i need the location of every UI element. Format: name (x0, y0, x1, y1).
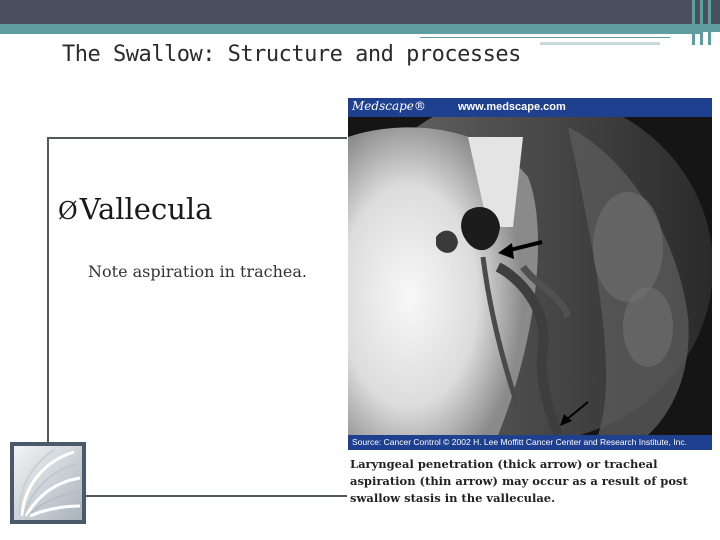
content-frame-left (47, 137, 49, 442)
note-text: Note aspiration in trachea. (88, 262, 307, 281)
content-frame-bottom (85, 495, 347, 497)
header-rule (540, 42, 660, 45)
decorative-tile (10, 442, 86, 524)
content-frame-top (47, 137, 347, 139)
caption-line: swallow stasis in the valleculae. (350, 491, 556, 505)
header-stripe (708, 0, 711, 45)
header-rule (420, 37, 670, 38)
figure-source-bar (348, 435, 712, 450)
medscape-logo: Medscape® (352, 99, 426, 113)
xray-figure (348, 98, 712, 450)
bullet-item (58, 192, 212, 226)
bullet-text: Vallecula (79, 192, 213, 226)
caption-line: aspiration (thin arrow) may occur as a result of post (350, 474, 688, 488)
figure-caption (350, 456, 712, 507)
figure-source: Source: Cancer Control © 2002 H. Lee Moffitt Cancer Center and Research Institute, Inc. (352, 437, 687, 447)
header-bar (0, 0, 720, 24)
figure-url: www.medscape.com (458, 101, 566, 113)
header-accent-band (0, 24, 720, 32)
fan-ornament-icon (14, 446, 82, 520)
slide-title: The Swallow: Structure and processes (62, 42, 521, 67)
header-rule (0, 32, 700, 34)
figure-header (348, 98, 712, 117)
header-stripe (692, 0, 695, 45)
xray-image (348, 117, 712, 435)
bullet-arrow-icon: Ø (58, 197, 78, 225)
caption-line: Laryngeal penetration (thick arrow) or tracheal (350, 457, 658, 471)
header-stripe (700, 0, 703, 45)
